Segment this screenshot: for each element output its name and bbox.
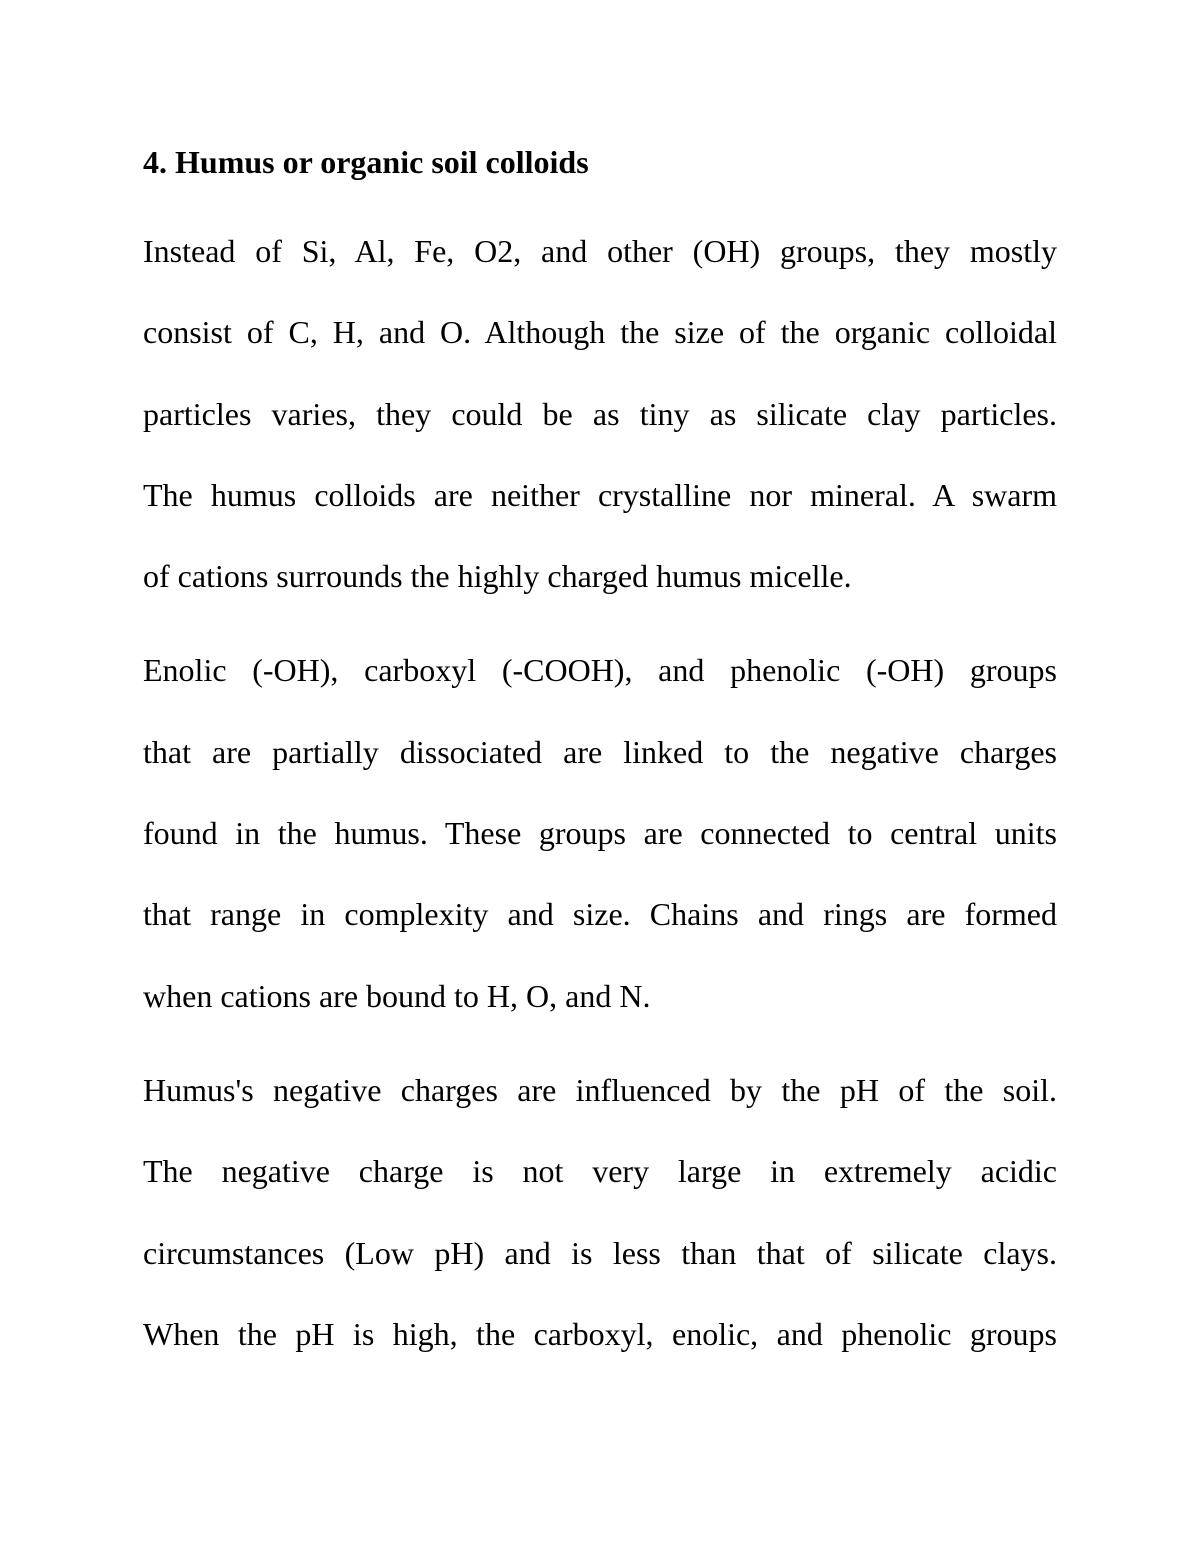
paragraph-line: consist of C, H, and O. Although the size of the organic colloidal (143, 314, 1057, 351)
paragraph-3 (143, 1050, 1057, 1375)
paragraph-line: circumstances (Low pH) and is less than that of silicate clays. (143, 1234, 1057, 1271)
document-page (143, 138, 1057, 1375)
paragraph-line: The negative charge is not very large in extremely acidic (143, 1153, 1057, 1190)
paragraph-1 (143, 211, 1057, 617)
paragraph-line: Humus's negative charges are influenced by the pH of the soil. (143, 1071, 1057, 1108)
paragraph-line: The humus colloids are neither crystalline nor mineral. A swarm (143, 476, 1057, 513)
paragraph-line: that are partially dissociated are linked to the negative charges (143, 733, 1057, 770)
paragraph-line: Enolic (-OH), carboxyl (-COOH), and phenolic (-OH) groups (143, 652, 1057, 689)
paragraph-line: when cations are bound to H, O, and N. (143, 977, 651, 1014)
paragraph-line: Instead of Si, Al, Fe, O2, and other (OH) groups, they mostly (143, 233, 1057, 269)
paragraph-line: When the pH is high, the carboxyl, enolic, and phenolic groups (143, 1315, 1057, 1352)
paragraph-line: particles varies, they could be as tiny as silicate clay particles. (143, 395, 1057, 432)
paragraph-line: found in the humus. These groups are connected to central units (143, 815, 1057, 852)
section-heading: 4. Humus or organic soil colloids (143, 144, 589, 180)
paragraph-line: that range in complexity and size. Chains and rings are formed (143, 896, 1057, 933)
paragraph-line: of cations surrounds the highly charged humus micelle. (143, 558, 852, 595)
paragraph-2 (143, 630, 1057, 1036)
